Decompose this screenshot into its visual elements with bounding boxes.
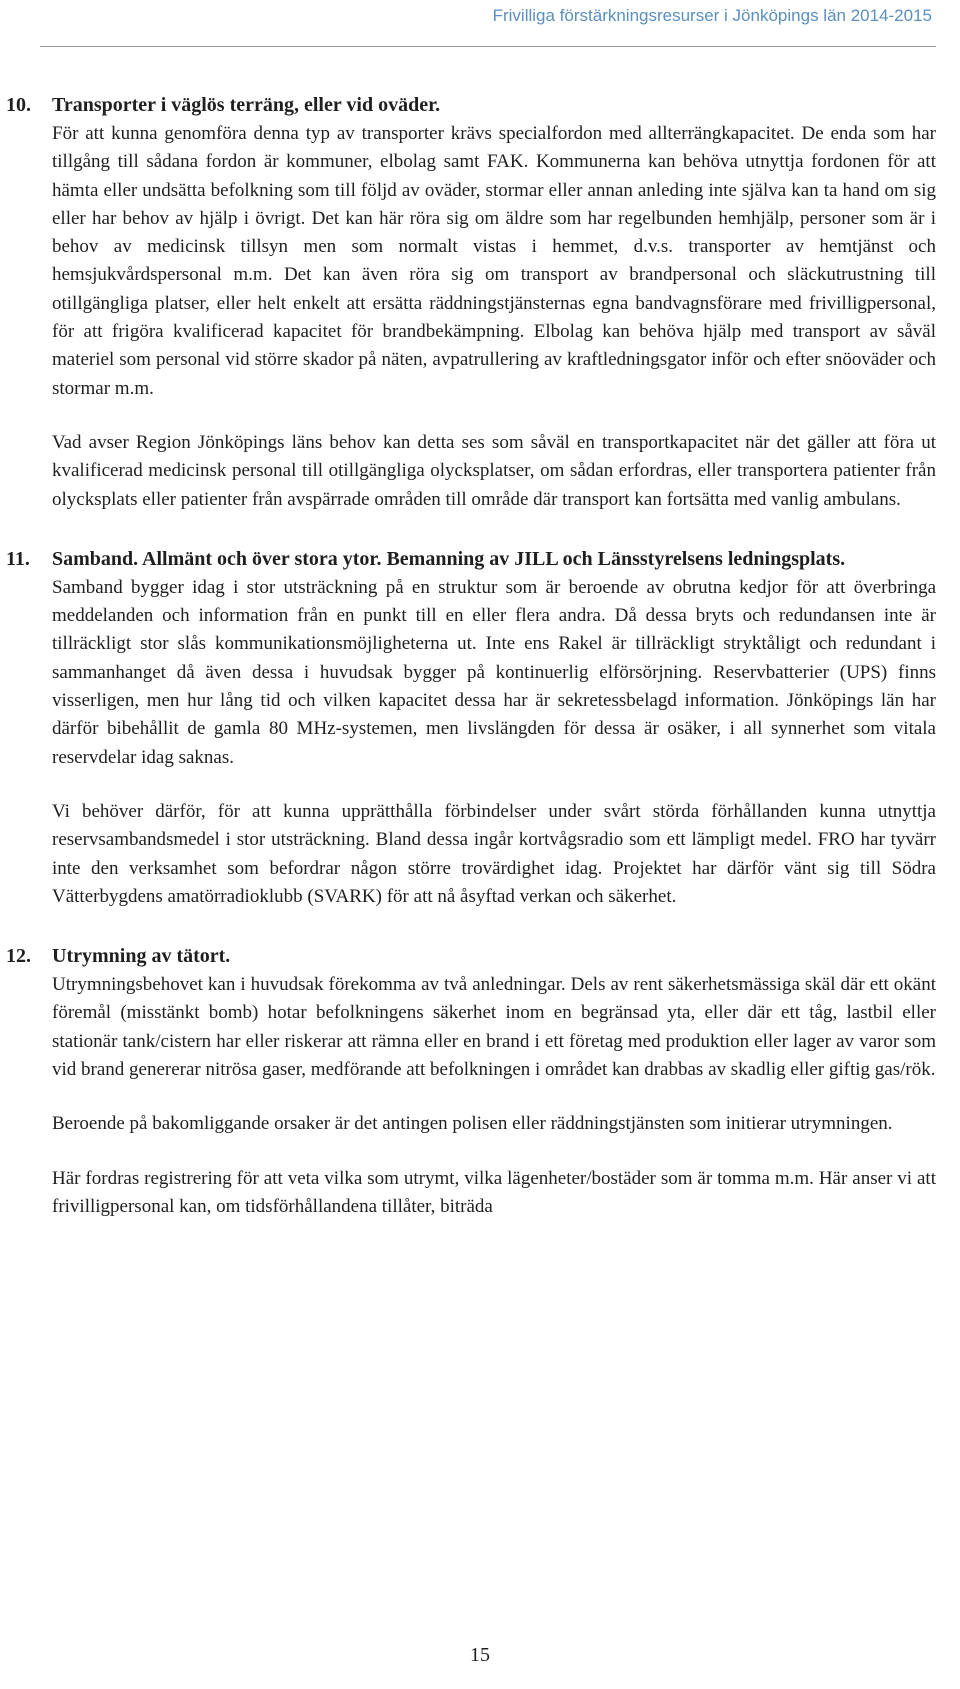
section-title: Transporter i väglös terräng, eller vid oväder. xyxy=(52,94,441,116)
section-12 xyxy=(6,941,936,1221)
page-number xyxy=(0,1644,960,1667)
section-number: 10. xyxy=(6,94,31,116)
paragraph: Vad avser Region Jönköpings läns behov kan detta ses som såväl en transportkapacitet när det gäller att föra ut kvalificerad medicinsk personal till otillgängliga olycksplatser, om sådan erfordras, eller transportera patienter från olycksplats eller patienter från avspärrade områden till område där transport kan fortsätta med vanlig ambulans. xyxy=(52,431,936,510)
paragraph: För att kunna genomföra denna typ av transporter krävs specialfordon med allterrängkapacitet. De enda som har tillgång till sådana fordon är kommuner, elbolag samt FAK. Kommunerna kan behöva utnyttja fordonen för att hämta eller undsätta befolkning som till följd av oväder, stormar eller annan anleding inte själva kan ta hand om sig eller har behov av hjälp i övrigt. Det kan här röra sig om äldre som har regelbunden hemhjälp, personer som är i behov av medicinsk tillsyn men som normalt vistas i hemmet, d.v.s. transporter av hemtjänst och hemsjukvårdspersonal m.m. Det kan även röra sig om transport av brandpersonal och släckutrustning till otillgängliga platser, eller helt enkelt att ersätta räddningstjänsternas egna bandvagnsförare med frivilligpersonal, för att frigöra kvalificerad kapacitet för brandbekämpning. Elbolag kan behöva hjälp med transport av såväl materiel som personal vid större skador på näten, avpatrullering av kraftledningsgator inför och efter snöoväder och stormar m.m. xyxy=(52,123,936,399)
section-body xyxy=(52,971,936,1221)
section-10 xyxy=(6,90,936,514)
paragraph: Beroende på bakomliggande orsaker är det antingen polisen eller räddningstjänsten som initierar utrymningen. xyxy=(52,1113,893,1135)
document-body xyxy=(6,90,936,1221)
paragraph: Här fordras registrering för att veta vilka som utrymt, vilka lägenheter/bostäder som är tomma m.m. Här anser vi att frivilligpersonal kan, om tidsförhållandena tillåter, biträda xyxy=(52,1167,936,1217)
header-rule xyxy=(40,46,936,47)
section-body xyxy=(52,574,936,911)
section-body xyxy=(52,120,936,514)
section-title: Utrymning av tätort. xyxy=(52,945,231,968)
paragraph: Samband bygger idag i stor utsträckning på en struktur som är beroende av obrutna kedjor för att överbringa meddelanden och information från en punkt till en eller flera andra. Då dessa bryts och redundansen inte är tillräckligt stor slås kommunikationsmöjligheterna ut. Inte ens Rakel är tillräckligt stryktåligt och redundant i sammanhanget då även dessa i huvudsak bygger på kontinuerlig elförsörjning. Reservbatterier (UPS) finns visserligen, men hur lång tid och vilken kapacitet dessa har är sekretessbelagd information. Jönköpings län har därför bibehållit de gamla 80 MHz-systemen, men livslängden för dessa är osäker, i all synnerhet som vitala reservdelar idag saknas. xyxy=(52,576,936,768)
running-header: Frivilliga förstärkningsresurser i Jönköpings län 2014-2015 xyxy=(492,6,932,25)
section-heading xyxy=(6,544,936,574)
paragraph: Vi behöver därför, för att kunna upprätthålla förbindelser under svårt störda förhållanden kunna utnyttja reservsambandsmedel i stor utsträckning. Bland dessa ingår kortvågsradio som ett lämpligt medel. FRO har tyvärr inte den verksamhet som befordrar någon större trovärdighet idag. Projektet har därför vänt sig till Södra Vätterbygdens amatörradioklubb (SVARK) för att nå åsyftad verkan och säkerhet. xyxy=(52,800,936,907)
section-11 xyxy=(6,544,936,911)
section-heading xyxy=(6,90,936,120)
paragraph: Utrymningsbehovet kan i huvudsak förekomma av två anledningar. Dels av rent säkerhetsmässiga skäl där ett okänt föremål (misstänkt bomb) hotar befolkningens säkerhet inom en begränsad yta, eller där ett tåg, lastbil eller stationär tank/cistern har eller riskerar att rämna eller en brand i ett företag med produktion eller lager av varor som vid brand genererar nitrösa gaser, medförande att befolkningen i området kan drabbas av skadlig eller giftig gas/rök. xyxy=(52,974,936,1081)
section-number: 11. xyxy=(6,547,30,570)
section-number: 12. xyxy=(6,945,31,968)
section-title: Samband. Allmänt och över stora ytor. Bemanning av JILL och Länsstyrelsens ledningsplats. xyxy=(52,547,846,570)
section-heading xyxy=(6,941,936,971)
page-number-text: 15 xyxy=(470,1644,490,1666)
